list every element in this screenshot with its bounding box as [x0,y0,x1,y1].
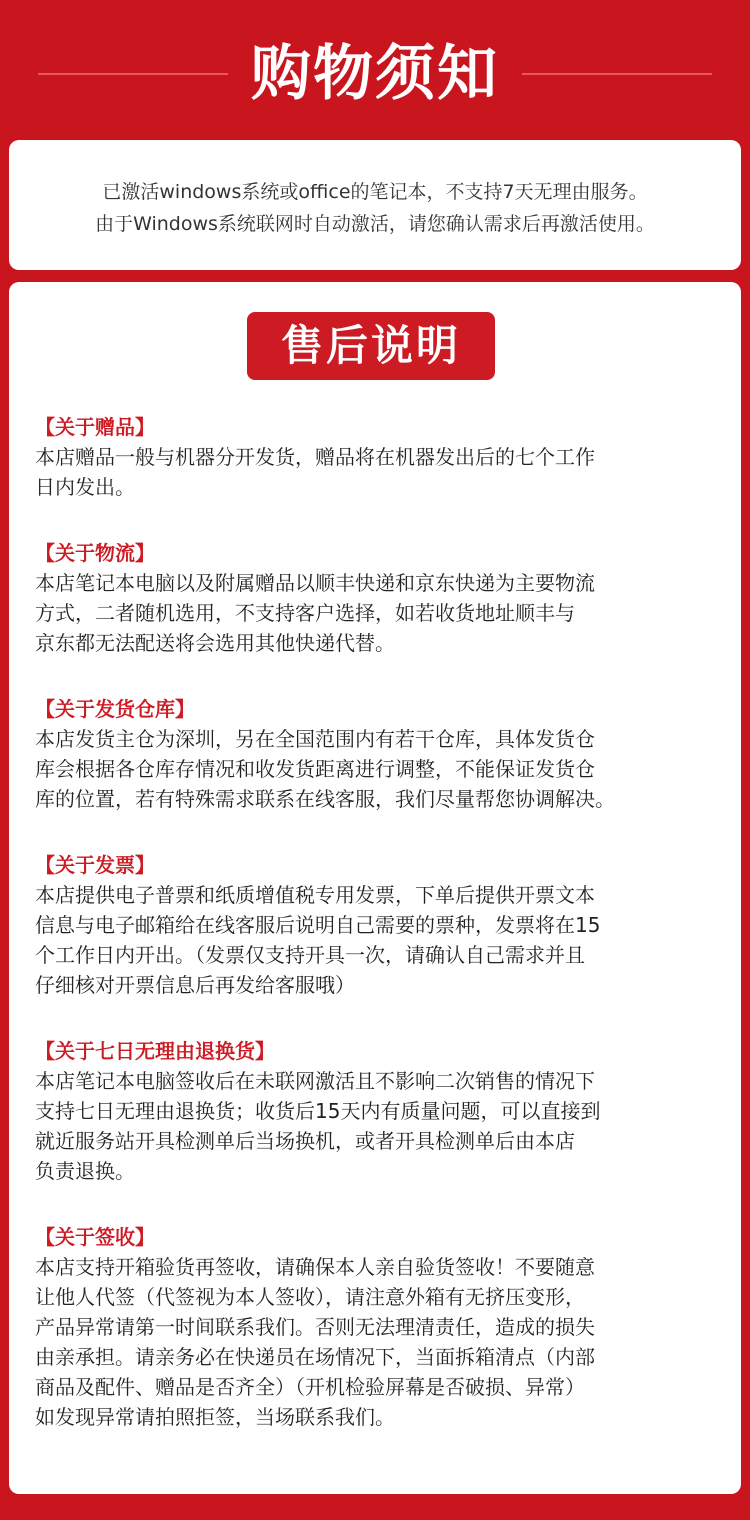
section-text: 本店赠品一般与机器分开发货，赠品将在机器发出后的七个工作 [35,445,595,469]
section-text: 产品异常请第一时间联系我们。否则无法理清责任，造成的损失 [35,1315,595,1339]
section-warehouse [35,694,725,814]
section-text: 支持七日无理由退换货；收货后15天内有质量问题，可以直接到 [35,1099,601,1123]
section-heading: 【关于七日无理由退换货】 [35,1039,275,1063]
after-sales-badge: 售后说明 [247,312,495,380]
section-text: 方式，二者随机选用，不支持客户选择，如若收货地址顺丰与 [35,601,575,625]
section-text: 京东都无法配送将会选用其他快递代替。 [35,631,395,655]
section-text: 商品及配件、赠品是否齐全）（开机检验屏幕是否破损、异常） [35,1375,585,1399]
section-logistics [35,538,725,658]
section-heading: 【关于签收】 [35,1225,155,1249]
section-text: 如发现异常请拍照拒签，当场联系我们。 [35,1405,395,1429]
section-heading: 【关于发货仓库】 [35,697,195,721]
section-text: 让他人代签（代签视为本人签收），请注意外箱有无挤压变形， [35,1285,585,1309]
section-text: 由亲承担。请亲务必在快递员在场情况下，当面拆箱清点（内部 [35,1345,595,1369]
after-sales-card [9,282,741,1494]
section-text: 个工作日内开出。（发票仅支持开具一次，请确认自己需求并且 [35,943,585,967]
section-heading: 【关于物流】 [35,541,155,565]
section-text: 库的位置，若有特殊需求联系在线客服，我们尽量帮您协调解决。 [35,787,615,811]
section-text: 本店提供电子普票和纸质增值税专用发票，下单后提供开票文本 [35,883,595,907]
section-text: 日内发出。 [35,475,135,499]
notice-line: 已激活windows系统或office的笔记本，不支持7天无理由服务。 [102,181,648,203]
section-gifts [35,412,725,502]
after-sales-sections [35,412,725,1468]
section-signing [35,1222,725,1432]
section-text: 就近服务站开具检测单后当场换机，或者开具检测单后由本店 [35,1129,575,1153]
section-heading: 【关于赠品】 [35,415,155,439]
section-text: 本店笔记本电脑签收后在未联网激活且不影响二次销售的情况下 [35,1069,595,1093]
notice-card [9,140,741,270]
section-text: 信息与电子邮箱给在线客服后说明自己需要的票种，发票将在15 [35,913,601,937]
header-banner [0,0,750,140]
section-heading: 【关于发票】 [35,853,155,877]
section-text: 仔细核对开票信息后再发给客服哦） [35,973,355,997]
section-text: 库会根据各仓库存情况和收发货距离进行调整，不能保证发货仓 [35,757,595,781]
section-text: 负责退换。 [35,1159,135,1183]
section-returns [35,1036,725,1186]
section-text: 本店支持开箱验货再签收，请确保本人亲自验货签收！不要随意 [35,1255,595,1279]
section-invoice [35,850,725,1000]
page-title: 购物须知 [251,39,499,109]
section-text: 本店发货主仓为深圳，另在全国范围内有若干仓库，具体发货仓 [35,727,595,751]
section-text: 本店笔记本电脑以及附属赠品以顺丰快递和京东快递为主要物流 [35,571,595,595]
notice-line: 由于Windows系统联网时自动激活，请您确认需求后再激活使用。 [95,213,655,235]
